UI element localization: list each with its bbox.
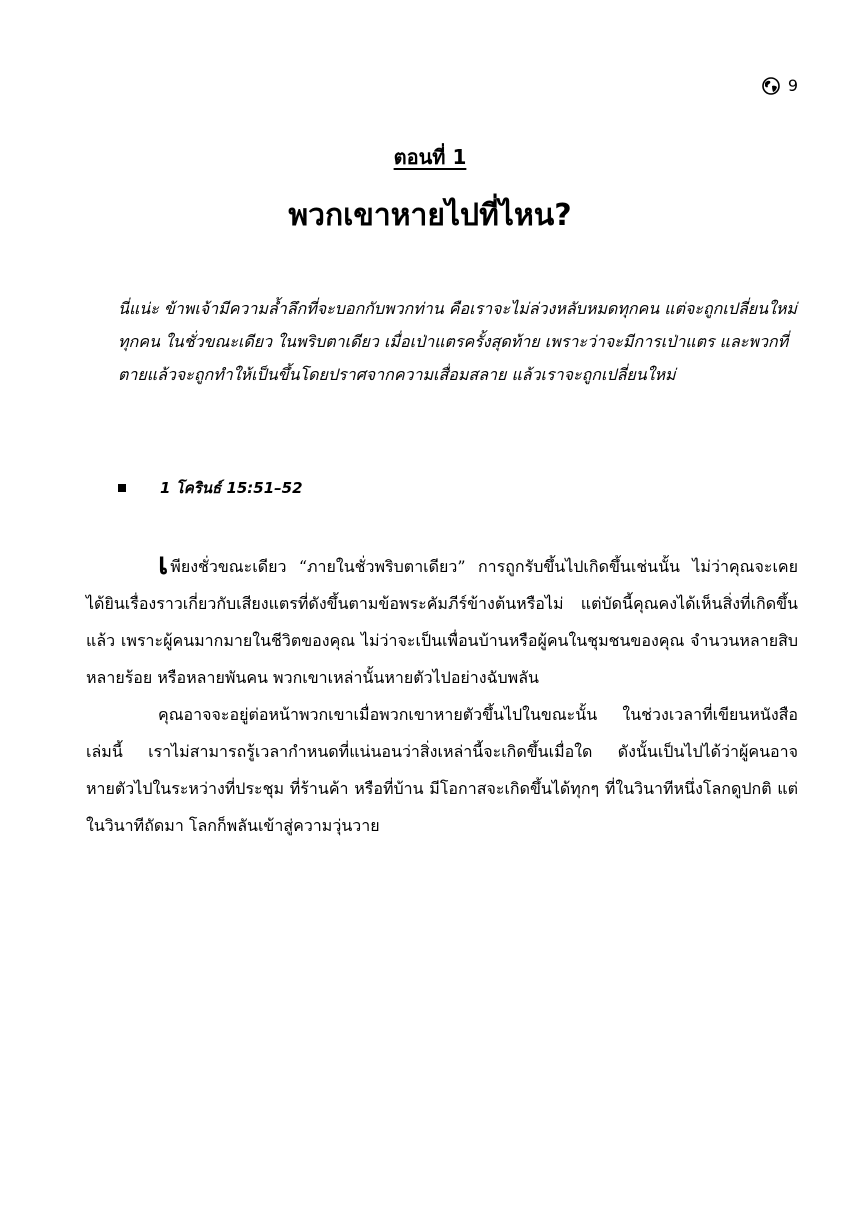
page-number: 9 [787,76,798,95]
chapter-label: ตอนที่ 1 [393,145,467,169]
paragraph-1 [86,548,798,696]
page-header [762,76,798,95]
drop-cap: เ [158,547,169,582]
globe-icon [762,77,780,95]
bullet-marker [118,484,126,492]
chapter-title: พวกเขาหายไปที่ไหน? [288,198,572,233]
epigraph-quote: นี่แน่ะ ข้าพเจ้ามีความล้ำลึกที่จะบอกกับพวกท่าน คือเราจะไม่ล่วงหลับหมดทุกคน แต่จะถูกเปลี่ยนใหม่ทุกคน ในชั่วขณะเดียว ในพริบตาเดียว เมื่อเป่าแตรครั้งสุดท้าย เพราะว่าจะมีการเป่าแตร และพวกที่ตายแล้วจะถูกทำให้เป็นขึ้นโดยปราศจากความเสื่อมสลาย แล้วเราจะถูกเปลี่ยนใหม่ [118,299,797,384]
scripture-citation [118,476,303,500]
paragraph-1-text: พียงชั่วขณะเดียว “ภายในชั่วพริบตาเดียว” การถูกรับขึ้นไปเกิดขึ้นเช่นนั้น ไม่ว่าคุณจะเคยได้ยินเรื่องราวเกี่ยวกับเสียงแตรที่ดังขึ้นตามข้อพระคัมภีร์ข้างต้นหรือไม่ แต่บัดนี้คุณคงได้เห็นสิ่งที่เกิดขึ้นแล้ว เพราะผู้คนมากมายในชีวิตของคุณ ไม่ว่าจะเป็นเพื่อนบ้านหรือผู้คนในชุมชนของคุณ จำนวนหลายสิบ หลายร้อย หรือหลายพันคน พวกเขาเหล่านั้นหายตัวไปอย่างฉับพลัน [86,557,798,687]
citation-text: 1 โครินธ์ 15:51–52 [160,479,303,497]
paragraph-2: คุณอาจจะอยู่ต่อหน้าพวกเขาเมื่อพวกเขาหายตัวขึ้นไปในขณะนั้น ในช่วงเวลาที่เขียนหนังสือเล่มนี้ เราไม่สามารถรู้เวลากำหนดที่แน่นอนว่าสิ่งเหล่านี้จะเกิดขึ้นเมื่อใด ดังนั้นเป็นไปได้ว่าผู้คนอาจหายตัวไปในระหว่างที่ประชุม ที่ร้านค้า หรือที่บ้าน มีโอกาสจะเกิดขึ้นได้ทุกๆ ที่ในวินาทีหนึ่งโลกดูปกติ แต่ในวินาทีถัดมา โลกก็พลันเข้าสู่ความวุ่นวาย [86,705,798,835]
body-text [86,548,798,844]
